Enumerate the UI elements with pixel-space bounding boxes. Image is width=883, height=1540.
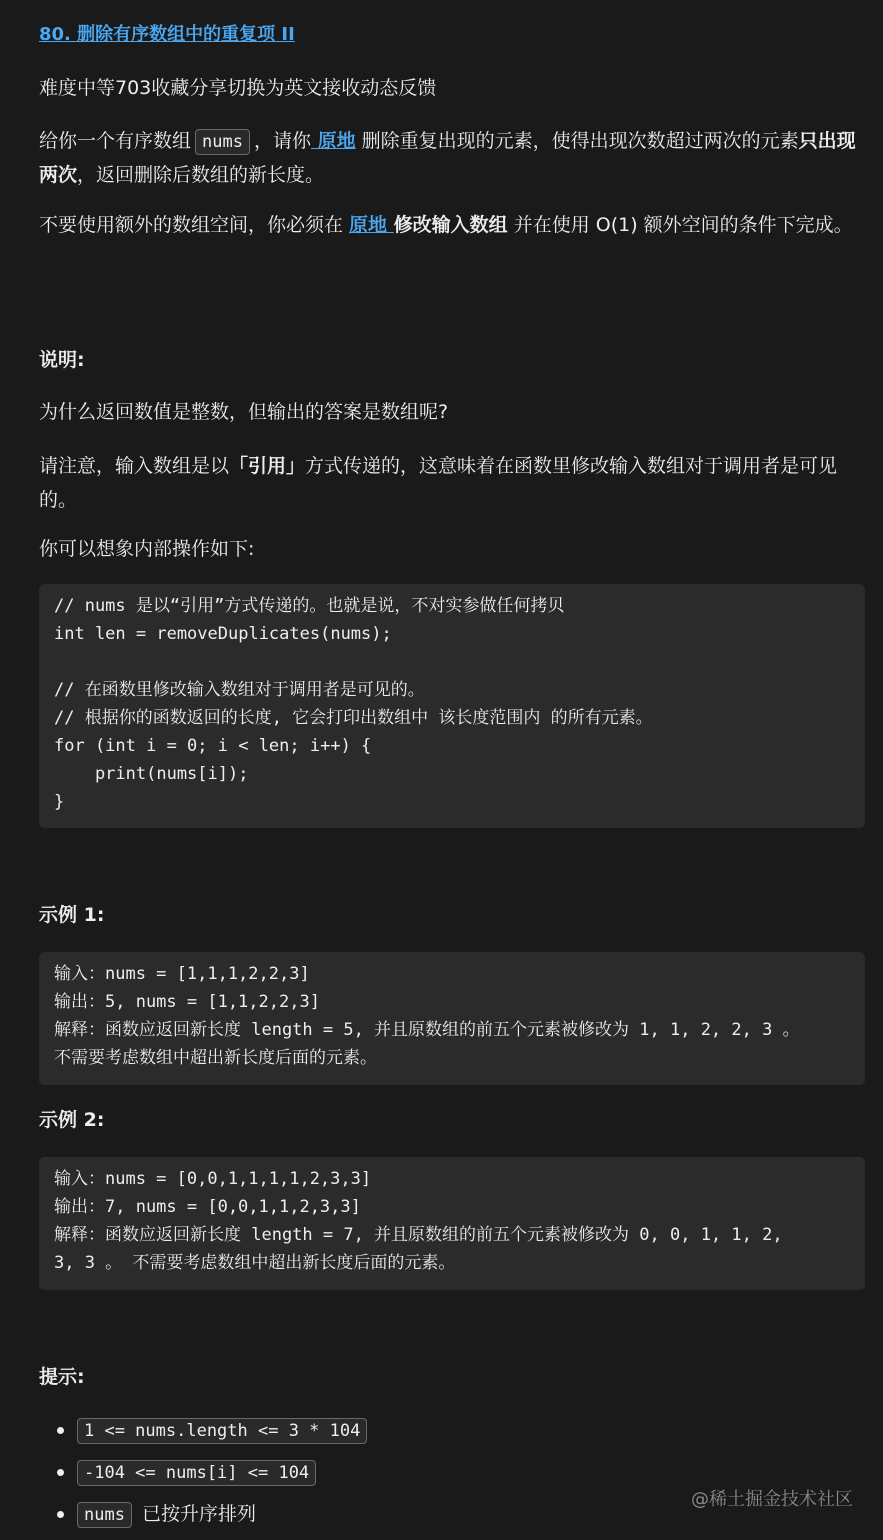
in-place-link[interactable]: 原地 [310,130,356,152]
inline-code-nums: nums [195,129,250,155]
problem-title-link[interactable]: 80. 删除有序数组中的重复项 II [39,24,295,45]
desc-bold: 只出现两次 [39,130,856,186]
code-line: for (int i = 0; i < len; i++) { [54,736,372,756]
example-line: 输入：nums = [0,0,1,1,1,1,2,3,3] [54,1169,372,1189]
watermark: @稀土掘金技术社区 [691,1489,853,1510]
note-bold: 「引用」 [229,455,306,477]
in-place-link[interactable]: 原地 [349,214,394,236]
example-2-heading: 示例 2: [39,1109,105,1131]
tip-code: -104 <= nums[i] <= 104 [77,1460,316,1486]
code-line [54,648,850,676]
example-line: 输出：5, nums = [1,1,2,2,3] [54,992,320,1012]
tip-item [39,1498,371,1540]
example-1-heading: 示例 1: [39,904,105,926]
tip-text: 已按升序排列 [135,1503,256,1525]
note-intro: 你可以想象内部操作如下: [39,538,255,560]
code-line: print(nums[i]); [54,764,249,784]
code-block [39,584,865,828]
desc-bold: 修改输入数组 [393,214,508,236]
example-line: 输入：nums = [1,1,1,2,2,3] [54,964,310,984]
code-line: // nums 是以“引用”方式传递的。也就是说，不对实参做任何拷贝 [54,596,565,616]
example-line: 解释：函数应返回新长度 length = 7, 并且原数组的前五个元素被修改为 0, 0, 1, 1, 2, [54,1225,783,1245]
problem-constraint-text [39,208,865,242]
bullet-icon [57,1511,64,1518]
example-line: 3, 3 。 不需要考虑数组中超出新长度后面的元素。 [54,1253,456,1273]
problem-description [39,124,865,192]
code-line: int len = removeDuplicates(nums); [54,624,392,644]
tips-list [39,1414,371,1540]
example-1-block [39,952,865,1085]
code-line: // 在函数里修改输入数组对于调用者是可见的。 [54,680,425,700]
desc-text: ，返回删除后数组的新长度。 [77,164,325,186]
tip-code: 1 <= nums.length <= 3 * 104 [77,1418,367,1444]
problem-meta: 难度中等703收藏分享切换为英文接收动态反馈 [39,77,437,99]
bullet-icon [57,1427,64,1434]
desc-text: 不要使用额外的数组空间，你必须在 [39,214,350,236]
code-line: // 根据你的函数返回的长度, 它会打印出数组中 该长度范围内 的所有元素。 [54,708,653,728]
example-line: 输出：7, nums = [0,0,1,1,2,3,3] [54,1197,361,1217]
desc-text: ，请你 [253,130,311,152]
example-line: 解释：函数应返回新长度 length = 5, 并且原数组的前五个元素被修改为 1, 1, 2, 2, 3 。 [54,1020,800,1040]
desc-text: 并在使用 O(1) 额外空间的条件下完成。 [507,214,853,236]
code-line: } [54,792,65,812]
note-text: 请注意，输入数组是以 [39,455,230,477]
tip-item [39,1414,371,1456]
example-2-block [39,1157,865,1290]
bullet-icon [57,1469,64,1476]
desc-text: 删除重复出现的元素，使得出现次数超过两次的元素 [355,130,799,152]
note-text: 方式传递的，这意味着在函数里修改输入数组对于调用者是可见的。 [39,455,838,511]
tip-item [39,1456,371,1498]
note-question: 为什么返回数值是整数，但输出的答案是数组呢? [39,401,449,423]
note-heading: 说明: [39,349,85,371]
tip-code: nums [77,1502,132,1528]
desc-text: 给你一个有序数组 [39,130,192,152]
example-line: 不需要考虑数组中超出新长度后面的元素。 [54,1048,377,1068]
note-paragraph [39,449,865,517]
tips-heading: 提示: [39,1366,85,1388]
